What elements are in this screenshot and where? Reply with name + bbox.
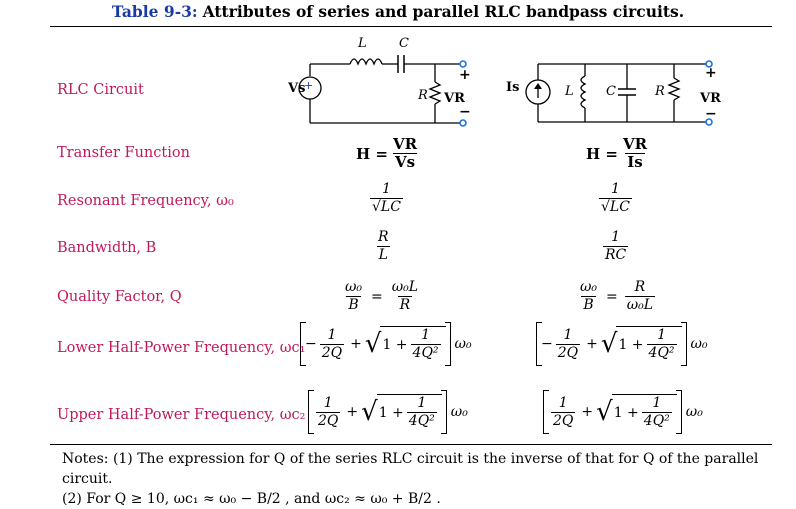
omega0: ω₀ — [450, 404, 468, 420]
series-output-label: VR — [444, 91, 465, 106]
parallel-q-d2: ω₀L — [626, 297, 654, 313]
frac-den: 2Q — [318, 412, 339, 429]
table-title: Attributes of series and parallel RLC bandpass circuits. — [202, 2, 685, 21]
parallel-inductor-label: L — [565, 84, 574, 99]
parallel-lower-half-power-formula — [536, 322, 708, 366]
table-notes — [62, 449, 782, 509]
parallel-tf-lhs: H = — [586, 144, 618, 163]
omega0: ω₀ — [454, 336, 472, 352]
row-label-upper-half-power: Upper Half-Power Frequency, ωc₂ — [57, 407, 306, 423]
table-caption — [0, 2, 796, 21]
parallel-transfer-function — [586, 136, 652, 171]
plus-sign: + — [581, 404, 594, 420]
sqrt: √ 1 + $\frac{1}{\text{4Q²}}$ — [596, 394, 677, 430]
frac-den: 2Q — [553, 412, 574, 429]
minus-sign: − — [305, 336, 317, 352]
top-rule — [50, 26, 772, 27]
frac-num: 1 — [417, 395, 427, 411]
parallel-w0-den: √LC — [601, 199, 630, 215]
series-source-plus: + — [304, 79, 314, 92]
series-resistor-label: R — [418, 88, 428, 103]
parallel-quality-factor — [575, 279, 658, 314]
series-upper-bracket — [308, 390, 447, 434]
sqrt: √ 1 + $\frac{1}{\text{4Q²}}$ — [365, 326, 446, 362]
series-bw-num: R — [378, 229, 389, 245]
frac-num: 1 — [327, 326, 337, 343]
series-bw-den: L — [378, 247, 388, 263]
parallel-lower-bracket — [536, 322, 687, 366]
series-q-d2: R — [399, 297, 411, 313]
series-source-label: Vs — [288, 81, 306, 96]
parallel-output-minus: − — [705, 106, 717, 122]
parallel-q-n2: R — [634, 279, 646, 295]
frac-num: 1 — [657, 327, 666, 343]
series-q-n1: ω₀ — [345, 279, 363, 295]
series-tf-num: VR — [392, 135, 418, 153]
frac-den: 4Q² — [408, 413, 435, 429]
sqrt: √ 1 + $\frac{1}{\text{4Q²}}$ — [601, 326, 682, 362]
series-transfer-function — [356, 136, 422, 171]
sqrt: √ 1 + $\frac{1}{\text{4Q²}}$ — [361, 394, 442, 430]
parallel-w0-num: 1 — [611, 181, 620, 197]
parallel-output-label: VR — [700, 91, 721, 106]
parallel-bw-den: RC — [605, 247, 627, 263]
parallel-upper-half-power-formula — [543, 390, 703, 434]
frac-den: 2Q — [557, 344, 579, 361]
notes-line-2: (2) For Q ≥ 10, ωc₁ ≈ ω₀ − B/2 , and ωc₂ ≈ ω₀ + B/2 . — [62, 491, 441, 507]
series-bandwidth — [373, 229, 394, 264]
table-number: Table 9-3: — [111, 2, 198, 21]
parallel-q-d1: B — [583, 297, 594, 313]
parallel-resonant-frequency — [596, 181, 635, 216]
frac-num: 1 — [563, 326, 573, 343]
plus-sign: + — [350, 336, 362, 352]
frac-num: 1 — [421, 327, 430, 343]
plus-sign: + — [346, 404, 359, 420]
one-plus: 1 + — [618, 336, 644, 353]
row-label-quality-factor: Quality Factor, Q — [57, 289, 182, 305]
series-resonant-frequency — [367, 181, 406, 216]
bottom-rule — [50, 444, 772, 445]
parallel-source-label: Is — [506, 80, 520, 95]
frac-den: 4Q² — [648, 345, 675, 361]
one-plus: 1 + — [613, 404, 639, 421]
parallel-output-plus: + — [705, 65, 717, 81]
row-label-lower-half-power: Lower Half-Power Frequency, ωc₁ — [57, 340, 306, 356]
frac-den: 4Q² — [643, 413, 670, 429]
parallel-q-eq: = — [606, 288, 618, 305]
parallel-resistor-label: R — [655, 84, 665, 99]
series-w0-num: 1 — [382, 181, 391, 197]
parallel-capacitor-label: C — [606, 84, 616, 99]
row-label-resonant-frequency: Resonant Frequency, ω₀ — [57, 193, 234, 209]
omega0: ω₀ — [685, 404, 703, 420]
series-lower-bracket — [300, 322, 451, 366]
one-plus: 1 + — [382, 336, 408, 353]
parallel-inductor-symbol — [581, 76, 585, 108]
series-capacitor-label: C — [399, 36, 409, 51]
series-quality-factor — [340, 279, 423, 314]
parallel-resistor-symbol — [669, 78, 679, 100]
plus-sign: + — [586, 336, 598, 352]
frac-num: 1 — [652, 395, 662, 411]
one-plus: 1 + — [378, 404, 404, 421]
row-label-rlc-circuit: RLC Circuit — [57, 82, 144, 98]
omega0: ω₀ — [690, 336, 708, 352]
series-inductor-label: L — [358, 36, 367, 51]
notes-line-1: Notes: (1) The expression for Q of the series RLC circuit is the inverse of that for Q of the parallel circuit. — [62, 451, 759, 487]
series-tf-lhs: H = — [356, 144, 388, 163]
parallel-bw-num: 1 — [611, 229, 621, 245]
parallel-bandwidth — [600, 229, 631, 264]
frac-num: 1 — [558, 394, 568, 411]
frac-den: 4Q² — [412, 345, 439, 361]
row-label-transfer-function: Transfer Function — [57, 145, 190, 161]
parallel-tf-den: Is — [627, 153, 643, 171]
output-terminal-bottom — [460, 120, 466, 126]
resistor-symbol — [430, 82, 440, 104]
parallel-tf-num: VR — [622, 135, 648, 153]
minus-sign: − — [541, 336, 553, 352]
series-q-eq: = — [371, 288, 383, 305]
frac-num: 1 — [323, 394, 333, 411]
series-upper-half-power-formula — [308, 390, 468, 434]
series-lower-half-power-formula — [300, 322, 472, 366]
frac-den: 2Q — [321, 344, 343, 361]
series-output-plus: + — [459, 67, 471, 83]
series-tf-den: Vs — [394, 153, 416, 171]
row-label-bandwidth: Bandwidth, B — [57, 240, 157, 256]
inductor-symbol — [350, 59, 382, 64]
series-q-d1: B — [348, 297, 359, 313]
series-q-n2: ω₀L — [391, 279, 419, 295]
parallel-upper-bracket — [543, 390, 682, 434]
series-output-minus: − — [459, 104, 471, 120]
parallel-q-n1: ω₀ — [580, 279, 598, 295]
series-w0-den: √LC — [372, 199, 401, 215]
